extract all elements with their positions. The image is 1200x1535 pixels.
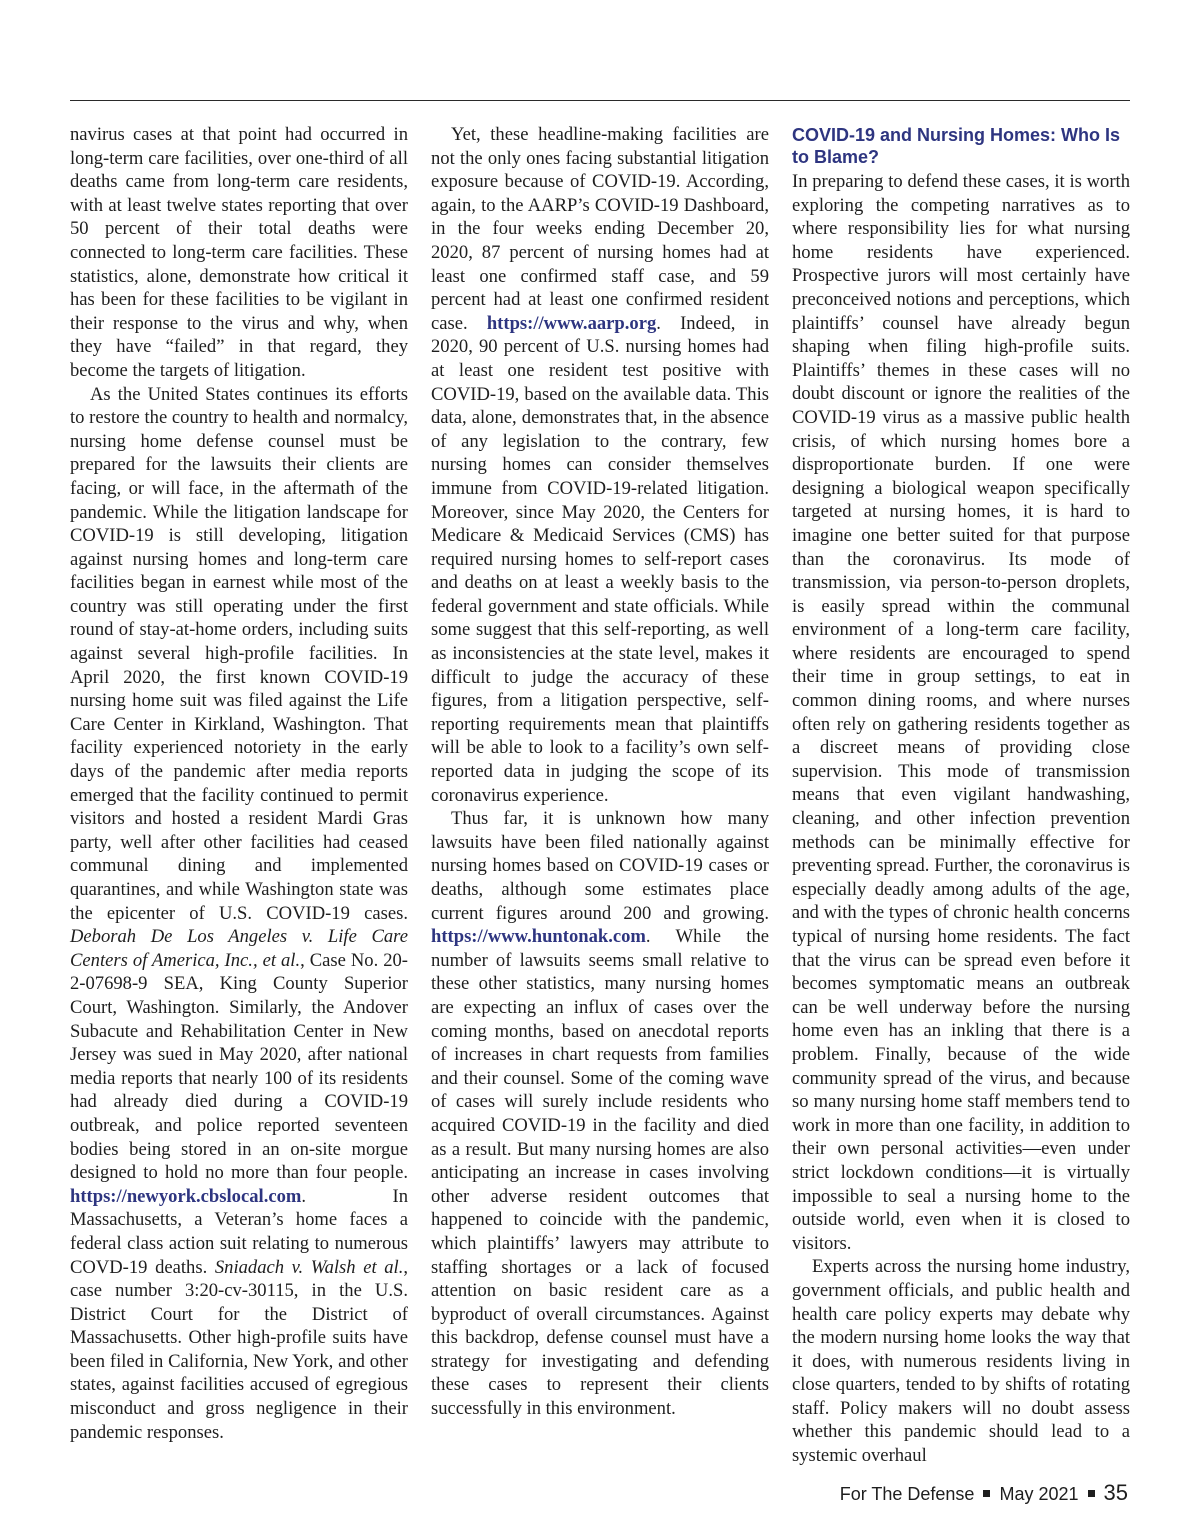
section-heading: COVID-19 and Nursing Homes: Who Is to Blame? [792,125,1121,167]
top-rule [70,100,1130,101]
link-aarp[interactable]: https://www.aarp.org [486,312,657,334]
col1-p2-text-c: . In Massachusetts, a Veteran’s home faces a federal class action suit relating to numerous COVD-19 deaths. [70,1185,408,1278]
case-citation-de-los-angeles: Deborah De Los Angeles v. Life Care Centers of America, Inc., et al. [70,926,408,971]
col2-p1-text-a: Yet, these headline-making facilities are not the only ones facing substantial litigation exposure because of COVID-19. According, again, to the AARP’s COVID-19 Dashboard, in the four weeks ending December 20, 2020, 87 percent of nursing homes had at least one confirmed staff case, and 59 percent had at least one confirmed resident case. [431,124,769,334]
column-1 [70,123,408,1444]
col3-paragraph-1: In preparing to defend these cases, it is worth exploring the competing narratives as to where responsibility lies for what nursing home residents have experienced. Prospective jurors will most certainly have preconceived notions and perceptions, which plaintiffs’ counsel have already begun shaping when filing high-profile suits. Plaintiffs’ themes in these cases will no doubt discount or ignore the realities of the COVID-19 virus as a massive public health crisis, of which nursing homes bore a disproportionate burden. If one were designing a biological weapon specifically targeted at nursing homes, it is hard to imagine one better suited for that purpose than the coronavirus. Its mode of transmission, via person-to-person droplets, is easily spread within the communal environment of a long-term care facility, where residents are encouraged to spend their time in group settings, to eat in common dining rooms, and where nurses often rely on gathering residents together as a discreet means of providing close supervision. This mode of transmission means that even vigilant handwashing, cleaning, and other infection prevention methods can be minimally effective for preventing spread. Further, the coronavirus is especially deadly among adults of the age, and with the types of chronic health concerns typical of nursing home residents. The fact that the virus can be spread even before it becomes symptomatic means an outbreak can be well underway before the nursing home even has an inkling that there is a problem. Finally, because of the wide community spread of the virus, and because so many nursing home staff members tend to work in more than one facility, in addition to their own personal activities—even under strict lockdown conditions—it is virtually impossible to seal a nursing home to the outside world, even when it is closed to visitors. [792,171,1130,1254]
footer-separator-square [983,1490,990,1497]
page-footer [840,1480,1128,1506]
link-cbslocal[interactable]: https://newyork.cbslocal.com [70,1185,302,1207]
col1-p2-text-b: , Case No. 20-2-07698-9 SEA, King County Superior Court, Washington. Similarly, the Andover Subacute and Rehabilitation Center in New Jersey was sued in May 2020, after national media reports that nearly 100 of its residents had already died during a COVID-19 outbreak, and police reported seventeen bodies being stored in an on-site morgue designed to hold no more than four people. [70,949,408,1184]
page-number: 35 [1103,1480,1128,1505]
col1-paragraph-1: navirus cases at that point had occurred in long-term care facilities, over one-third of all deaths came from long-term care residents, with at least twelve states reporting that over 50 percent of their total deaths were connected to long-term care facilities. These statistics, alone, demonstrate how critical it has been for these facilities to be vigilant in their response to the virus and why, when they have “failed” in that regard, they become the targets of litigation. [70,124,408,381]
footer-separator-square [1088,1490,1095,1497]
col2-p2-text-b: . While the number of lawsuits seems small relative to these other statistics, many nursing homes are expecting an influx of cases over the coming months, based on anecdotal reports of increases in chart requests from families and their counsel. Some of the coming wave of cases will surely include residents who acquired COVID-19 in the facility and died as a result. But many nursing homes are also anticipating an increase in cases involving other adverse resident outcomes that happened to coincide with the pandemic, which plaintiffs’ lawyers may attribute to staffing shortages or a lack of focused attention on basic resident care as a byproduct of overall circumstances. Against this backdrop, defense counsel must have a strategy for investigating and defending these cases to represent their clients successfully in this environment. [431,926,769,1420]
col2-paragraph-2 [431,807,769,1420]
case-citation-sniadach: Sniadach v. Walsh et al. [214,1256,404,1278]
col2-paragraph-1 [431,123,769,807]
col3-paragraph-2: Experts across the nursing home industry, government officials, and public health and health care policy experts may debate why the modern nursing home looks the way that it does, with numerous residents living in close quarters, tended to by shifts of rotating staff. Policy makers will no doubt assess whether this pandemic should lead to a systemic overhaul [792,1256,1130,1467]
column-3 [792,124,1130,1468]
col2-p1-text-b: . Indeed, in 2020, 90 percent of U.S. nursing homes had at least one resident test positive with COVID-19, based on the available data. This data, alone, demonstrates that, in the absence of any legislation to the contrary, few nursing homes can consider themselves immune from COVID-19-related litigation. Moreover, since May 2020, the Centers for Medicare & Medicaid Services (CMS) has required nursing homes to self-report cases and deaths on at least a weekly basis to the federal government and state officials. While some suggest that this self-reporting, as well as inconsistencies at the state level, makes it difficult to judge the accuracy of these figures, from a litigation perspective, self-reporting requirements mean that plaintiffs will be able to look to a facility’s own self-reported data in judging the scope of its coronavirus experience. [431,312,769,806]
footer-date: May 2021 [999,1484,1079,1504]
footer-publication: For The Defense [839,1484,975,1504]
col2-p2-text-a: Thus far, it is unknown how many lawsuits have been filed nationally against nursing homes based on COVID-19 cases or deaths, although some estimates place current figures around 200 and growing. [431,808,769,924]
column-2 [431,123,769,1421]
col1-p2-text-d: , case number 3:20-cv-30115, in the U.S. District Court for the District of Massachusetts. Other high-profile suits have been filed in California, New York, and other states, against facilities accused of egregious misconduct and gross negligence in their pandemic responses. [70,1256,409,1443]
col1-p2-text-a: As the United States continues its efforts to restore the country to health and normalcy, nursing home defense counsel must be prepared for the lawsuits their clients are facing, or will face, in the aftermath of the pandemic. While the litigation landscape for COVID-19 is still developing, litigation against nursing homes and long-term care facilities began in earnest while most of the country was still operating under the first round of stay-at-home orders, including suits against several high-profile facilities. In April 2020, the first known COVID-19 nursing home suit was filed against the Life Care Center in Kirkland, Washington. That facility experienced notoriety in the early days of the pandemic after media reports emerged that the facility continued to permit visitors and hosted a resident Mardi Gras party, well after other facilities had ceased communal dining and implemented quarantines, and while Washington state was the epicenter of U.S. COVID-19 cases. [70,383,408,924]
col1-paragraph-2 [70,383,408,1445]
link-huntonak[interactable]: https://www.huntonak.com [431,926,646,948]
